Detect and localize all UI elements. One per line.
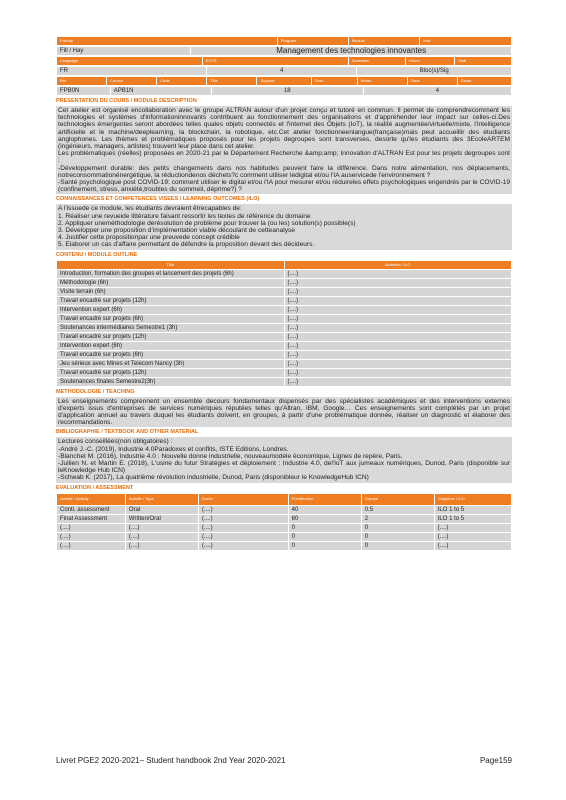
evaluation-col-header: Durée	[198, 493, 288, 505]
page-number: Page159	[479, 756, 512, 765]
eval-group: 0.5	[361, 505, 434, 514]
eval-activity: Final Assessment	[57, 514, 126, 523]
eval-group: 0	[361, 532, 434, 541]
outline-topic: Intervention expert (6h)	[57, 305, 285, 314]
hours-value: 18	[211, 87, 363, 96]
outline-topic: Travail encadré sur projets (12h)	[57, 368, 285, 377]
eval-ilo: (....)	[434, 541, 511, 550]
outline-activity: (....)	[284, 314, 512, 323]
outline-activity: (....)	[284, 377, 512, 386]
outline-col-header: Title	[57, 260, 285, 269]
ilo-intro: A l'issuede ce module, les étudiants devraient êtrecapables de:	[58, 205, 242, 213]
outline-topic: Travail encadré sur projets (6h)	[57, 350, 285, 359]
bibliography-line: -Blanchet M. (2016), Industrie 4.0 : Nouvelle donne industrielle, nouveaumodèle économique, Lignes de repère, Paris.	[58, 452, 403, 460]
eval-group: 2	[361, 514, 434, 523]
presentation-body	[56, 106, 512, 194]
outline-activity: (....)	[284, 287, 512, 296]
presentation-paragraph: -Développement durable: des petits changements dans nos habitudes peuvent faire la différence. Dans notre alimentation, nos déplacements, notreconsommationénergétique, la réductiondenos déchets?c comment utiliser ledigital et/ou l'IA auservicede l'environnement ?	[58, 164, 510, 179]
ilo-item: 3. Développer une proposition d'implémentation viable découlant de cetteanalyse	[58, 227, 295, 235]
bibliography-line: -Jullien N. et Martin E. (2018), L'usine du futur Stratégies et déploiement : Industrie 4.0, del'IoT aux jumeaux numériques, Dunod, Paris (disponible sur leKnowledge Hub ICN)	[58, 460, 510, 475]
evaluation-table	[56, 493, 512, 551]
eval-duration: (....)	[198, 514, 288, 523]
ects-value: 4	[207, 67, 357, 76]
outline-topic: Jeu sérieux avec Mines et Telecom Nancy (3h)	[57, 359, 285, 368]
header-cell: Semester	[348, 57, 405, 66]
eval-type: (....)	[125, 523, 198, 532]
ilo-item: 5. Elaborer un cas d'affaire permettant de défendre la proposition devant des décideurs.	[58, 241, 315, 249]
eval-ilo: (....)	[434, 532, 511, 541]
eval-activity: Conti. assessment	[57, 505, 126, 514]
eval-ilo: (....)	[434, 523, 511, 532]
outline-activity: (....)	[284, 350, 512, 359]
course-ref-header	[56, 76, 512, 86]
eval-weight: 0	[288, 532, 361, 541]
header-cell: Support	[257, 77, 311, 86]
course-meta-values	[56, 66, 512, 76]
evaluation-col-header: Activité / Activity	[57, 493, 126, 505]
outline-table	[56, 260, 512, 387]
bibliography-heading: BIBLIOGRAPHIE / TEXTBOOK AND OTHER MATERIAL	[56, 429, 199, 436]
eval-duration: (....)	[198, 505, 288, 514]
ref-value: FPB0N	[57, 87, 111, 96]
outline-activity: (....)	[284, 305, 512, 314]
header-cell: Title	[207, 77, 257, 86]
header-cell: Code	[157, 77, 207, 86]
evaluation-col-header: Chapitres / ILO	[434, 493, 511, 505]
header-cell: Course	[107, 77, 157, 86]
evaluation-col-header: Groupe	[361, 493, 434, 505]
outline-topic: Travail encadré sur projets (6h)	[57, 314, 285, 323]
header-cell: ECTS	[202, 57, 348, 66]
bibliography-line: -Schwab K. (2017), La quatrième révolution industrielle, Dunod, Paris (disponibleur le KnowledgeHub ICN)	[58, 474, 369, 482]
bibliography-line: Lectures conseillées(non obligatoires) :	[58, 438, 173, 446]
presentation-heading: PRESENTATION DU COURS / MODULE DESCRIPTION	[56, 98, 197, 104]
outline-topic: Intervention expert (6h)	[57, 341, 285, 350]
evaluation-col-header: Pondération	[288, 493, 361, 505]
evaluation-col-header: Activité / Type	[125, 493, 198, 505]
eval-activity: (....)	[57, 541, 126, 550]
ilo-item: 2. Appliquer uneméthodologie derésolution de problème pour trouver la (ou les) solution(s) possible(s)	[58, 219, 356, 227]
header-cell: Face	[407, 77, 457, 86]
eval-ilo: ILO 1 to 5	[434, 514, 511, 523]
eval-duration: (....)	[198, 541, 288, 550]
eval-weight: 60	[288, 514, 361, 523]
outline-activity: (....)	[284, 359, 512, 368]
eval-type: Oral	[125, 505, 198, 514]
outline-topic: Méthodologie (6h)	[57, 278, 285, 287]
methodology-text: Les enseignements comprennent un ensemble decours fondamentaux dispensés par des spécialistes académiques et des interventions externes d'experts issus d'entreprises de services numériques réputées telles qu'Altran, IBM, Google… Ces enseignements sont complétés par un projet d'application annuel au travers duquel les étudiants doivent, en groupes, à partir d'une problématique donnée, réaliser un diagnostic et élaborer des recommandations.	[58, 397, 510, 427]
course-header-table	[56, 36, 512, 46]
eval-weight: 0	[288, 523, 361, 532]
eval-weight: 0	[288, 541, 361, 550]
course-value: APB1N	[110, 87, 211, 96]
page-footer	[56, 756, 512, 765]
header-cell: Language	[57, 57, 203, 66]
eval-activity: (....)	[57, 532, 126, 541]
module-title: Management des technologies innovantes	[191, 47, 512, 56]
header-cell: Exam	[457, 77, 511, 86]
course-ref-values	[56, 86, 512, 96]
eval-type: (....)	[125, 532, 198, 541]
course-title-row	[56, 46, 512, 56]
eval-duration: (....)	[198, 523, 288, 532]
methodology-heading: METHODOLOGIE / TEACHING	[56, 388, 135, 395]
methodology-body	[56, 397, 512, 428]
outline-activity: (....)	[284, 332, 512, 341]
bibliography-body	[56, 437, 512, 482]
eval-group: 0	[361, 541, 434, 550]
presentation-paragraph: -Santé psychologique post COVID-19: comment utiliser le digital et/ou l'IA pour mesurer et/ou réduireles effets psychologiques engendrés par le COVID-19 (confinement, stress, anxiété,troubles du sommeil, déprime?) ?	[58, 179, 510, 194]
exam-value: 4	[363, 87, 511, 96]
eval-type: (....)	[125, 541, 198, 550]
ilo-item: 1. Réaliser une revueide littérature faisant ressortir les textes de référence du domaine	[58, 212, 311, 220]
bibliography-line: -André J.-C. (2019), Industrie 4.0Paradoxes et conflits, ISTE Editions, Londres.	[58, 445, 289, 453]
evaluation-heading: EVALUATION / ASSESSMENT	[56, 484, 134, 491]
header-cell: Hours	[357, 77, 407, 86]
course-meta-header	[56, 56, 512, 66]
outline-topic: Introduction, formation des groupes et lancement des projets (6h)	[57, 269, 285, 278]
header-cell: Term	[311, 77, 357, 86]
footer-title: Livret PGE2 2020-2021– Student handbook 2nd Year 2020-2021	[56, 756, 286, 765]
outline-topic: Travail encadré sur projets (12h)	[57, 296, 285, 305]
semester-value: Bloc(s)/Sig	[357, 67, 512, 76]
outline-topic: Soutenances finales Semestre2(3h)	[57, 377, 285, 386]
outline-heading: CONTENU / MODULE OUTLINE	[56, 251, 138, 258]
outline-activity: (....)	[284, 368, 512, 377]
outline-activity: (....)	[284, 269, 512, 278]
outline-col-header: Activities / ILO	[284, 260, 512, 269]
outline-activity: (....)	[284, 296, 512, 305]
faculty-value: Fill / Hay	[57, 47, 191, 56]
presentation-paragraph: Cet atelier est organisé encollaboration avec le groupe ALTRAN autour d'un projet conçu et tutoré en commun. Il permet de comprendrecomment les technologies et systèmes d'informationinnovants contribuent au fonctionnement des organisations et d'appréhender leur impact sur celles-ci.Des technologies émergentes seront abordées telles quales objets connectés et l'internet des Objets (IoT), la réalité augmentée/virtuelle/mixte, l'intelligence artificielle et le machine/deeplearning, la blockchain, la robotique, etc.Cet atelier fonctionneenlangue(française)mais peut accueillir des étudiants anglophones. Les thèmes et problématiques proposés pour les projets degroupes sont transverses, desorte qu'les étudiants des 3EcoleARTEM (ingénieurs, managers, artistes) trouvent leur place dans cet atelier.	[58, 107, 510, 151]
header-cell: Program	[277, 37, 348, 46]
eval-weight: 40	[288, 505, 361, 514]
handbook-page	[56, 36, 512, 551]
language-value: FR	[57, 67, 207, 76]
header-cell: Hours	[406, 57, 455, 66]
eval-duration: (....)	[198, 532, 288, 541]
ilo-body	[56, 204, 512, 249]
header-cell: Faculty	[57, 37, 278, 46]
outline-activity: (....)	[284, 341, 512, 350]
ilo-heading: CONNAISSANCES ET COMPETENCES VISEES / LEARNING OUTCOMES (ILO)	[56, 196, 260, 203]
outline-topic: Visite terrain (6h)	[57, 287, 285, 296]
outline-topic: Soutenances intermédiaires Semestre1 (3h)	[57, 323, 285, 332]
eval-ilo: ILO 1 to 5	[434, 505, 511, 514]
outline-activity: (....)	[284, 323, 512, 332]
header-cell: Ref	[57, 77, 107, 86]
header-cell: Total	[454, 57, 511, 66]
presentation-paragraph: Les problématiques (réelles) proposées en 2020-21 par le Département Recherche &amp;amp; Innovation d'ALTRAN Est pour les projets degroupes sont :	[58, 150, 510, 165]
outline-topic: Travail encadré sur projets (12h)	[57, 332, 285, 341]
eval-group: 0	[361, 523, 434, 532]
ilo-item: 4. Justifier cette propositionpar une preuvede concept crédible	[58, 234, 240, 242]
eval-type: Written/Oral	[125, 514, 198, 523]
header-cell: Module	[348, 37, 419, 46]
header-cell: Year	[419, 37, 511, 46]
eval-activity: (....)	[57, 523, 126, 532]
outline-activity: (....)	[284, 278, 512, 287]
